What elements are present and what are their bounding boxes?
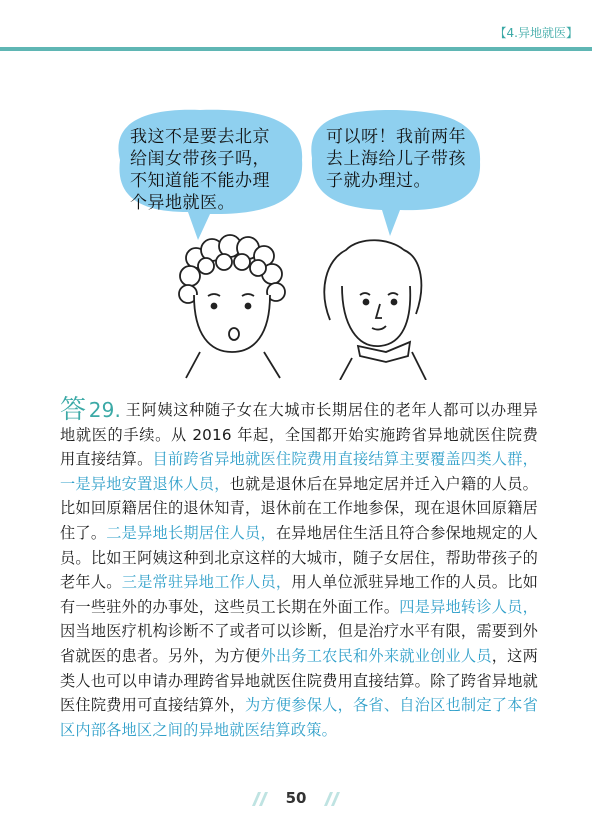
- body-text: 王阿姨这种随子女在大城市长期居住的老年人都可以办理异地就医的手续。从 2016 年起，全国都开始实施跨省异地就医住院费用直接结算。: [60, 401, 539, 469]
- answer-paragraph: [60, 395, 539, 742]
- stripe-decoration-right: [322, 792, 344, 806]
- highlighted-text: 目前跨省异地就医住院费用直接结算主要覆盖四类人群，一是异地安置退休人员，: [60, 450, 539, 493]
- speech-line: 个异地就医。: [130, 193, 235, 213]
- answer-number: 29.: [88, 398, 122, 422]
- speech-line: 不知道能不能办理: [130, 171, 270, 191]
- speech-line: 去上海给儿子带孩: [326, 149, 466, 169]
- speech-text-right: [326, 126, 476, 192]
- body-text: 用人单位派驻异地工作的人员。比如有一些驻外的办事处，这些员工长期在外面工作。: [60, 573, 538, 616]
- answer-body: [60, 401, 538, 739]
- speech-line: 我这不是要去北京: [130, 127, 270, 147]
- speech-line: 子就办理过。: [326, 171, 431, 191]
- comic-illustration: [90, 90, 500, 380]
- highlighted-text: 为方便参保人，各省、自治区也制定了本省区内部各地区之间的异地就医结算政策。: [60, 696, 538, 739]
- character-wang-ayi: [179, 235, 285, 378]
- highlighted-text: 四是异地转诊人员，: [399, 597, 538, 616]
- stripe-decoration-left: [248, 792, 270, 806]
- body-text: 在异地居住生活且符合参保地规定的人员。比如王阿姨这种到北京这样的大城市，随子女居住，帮助带孩子的老年人。: [60, 523, 538, 592]
- highlighted-text: 外出务工农民和外来就业创业人员: [260, 646, 492, 665]
- highlighted-text: 三是常驻异地工作人员，: [121, 573, 292, 592]
- speech-line: 给闺女带孩子吗，: [130, 149, 270, 169]
- page-footer: [0, 788, 592, 807]
- body-text: 也就是退休后在异地定居并迁入户籍的人员。比如回原籍居住的退休知青，退休前在工作地参保，现在退休回原籍居住了。: [60, 474, 538, 542]
- speech-line: 可以呀！我前两年: [326, 127, 466, 147]
- section-tag: 【4.异地就医】: [494, 26, 578, 40]
- body-text: 因当地医疗机构诊断不了或者可以诊断，但是治疗水平有限，需要到外省就医的患者。另外，为方便: [60, 622, 538, 665]
- answer-label: 答: [60, 395, 87, 425]
- speech-text-left: [130, 126, 290, 214]
- header-rule: [0, 47, 592, 51]
- character-neighbor: [324, 240, 426, 380]
- body-text: ，这两类人也可以申请办理跨省异地就医住院费用直接结算。除了跨省异地就医住院费用可直接结算外，: [60, 646, 538, 715]
- highlighted-text: 二是异地长期居住人员，: [106, 523, 276, 542]
- page-number: 50: [285, 789, 307, 807]
